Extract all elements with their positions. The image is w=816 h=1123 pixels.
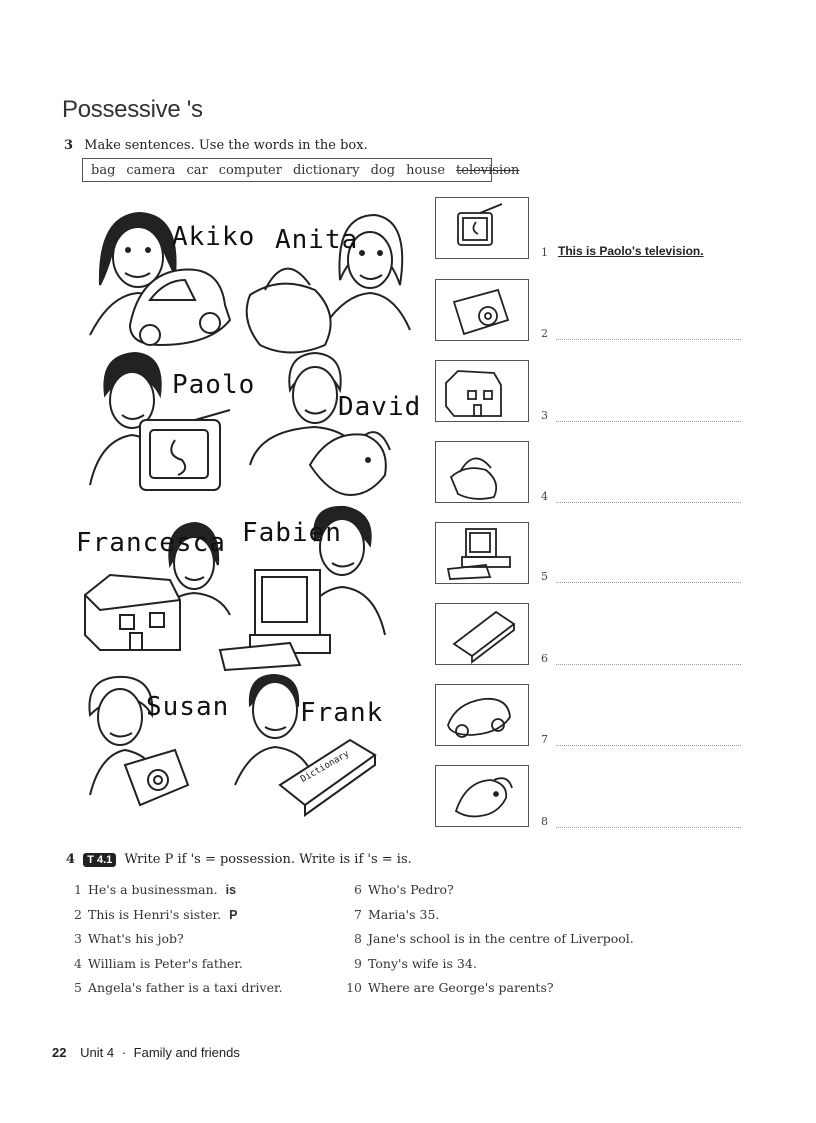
answer-line-8[interactable]	[556, 826, 741, 828]
word-television-struck: television	[456, 162, 520, 178]
name-anita: Anita	[275, 225, 359, 255]
question-number-3: 3	[541, 409, 548, 422]
camera-icon	[436, 280, 528, 340]
camera-illustration	[125, 750, 188, 805]
exercise-instruction: Write P if 's = possession. Write is if 's = is.	[124, 852, 412, 867]
answer-line-2[interactable]	[556, 338, 741, 340]
question-number-1: 1	[541, 246, 548, 259]
list-item: 2 This is Henri's sister. P	[74, 906, 238, 922]
name-akiko: Akiko	[172, 222, 256, 252]
example-answer: This is Paolo's television.	[558, 244, 704, 258]
television-illustration	[140, 410, 230, 490]
question-number-5: 5	[541, 570, 548, 583]
dictionary-cover-label: Dictionary	[299, 749, 352, 785]
page-footer	[52, 1045, 240, 1060]
exercise-number: 3	[64, 138, 74, 153]
exercise-4-right-column	[344, 878, 642, 1001]
bag-icon	[436, 442, 528, 502]
section-title: Possessive 's	[62, 96, 203, 123]
unit-topic: Family and friends	[133, 1045, 240, 1060]
list-item: 10 Where are George's parents?	[346, 980, 554, 995]
answer-line-4[interactable]	[556, 501, 741, 503]
answer-line-7[interactable]	[556, 744, 741, 746]
word-dictionary: dictionary	[292, 162, 360, 178]
question-number-8: 8	[541, 815, 548, 828]
exercise-instruction: Make sentences. Use the words in the box.	[84, 138, 368, 153]
name-frank: Frank	[300, 698, 384, 728]
list-item: 3 What's his job?	[74, 931, 184, 946]
list-item: 7 Maria's 35.	[354, 906, 440, 922]
dog-illustration	[310, 432, 390, 495]
answer-line-3[interactable]	[556, 420, 741, 422]
list-item: 8 Jane's school is in the centre of Liverpool.	[354, 931, 634, 946]
computer-illustration	[220, 570, 330, 670]
question-number-7: 7	[541, 733, 548, 746]
house-illustration	[85, 575, 180, 650]
name-fabien: Fabien	[242, 518, 342, 548]
thumb-camera	[435, 279, 529, 341]
unit-label: Unit 4	[80, 1045, 115, 1060]
name-david: David	[338, 392, 422, 422]
question-number-2: 2	[541, 327, 548, 340]
answer-line-5[interactable]	[556, 581, 741, 583]
thumb-bag	[435, 441, 529, 503]
word-box	[82, 158, 520, 182]
list-item: 5 Angela's father is a taxi driver.	[74, 980, 283, 995]
word-dog: dog	[370, 162, 396, 178]
thumb-television	[435, 197, 529, 259]
house-icon	[436, 361, 528, 421]
bag-illustration	[247, 269, 331, 353]
word-computer: computer	[218, 162, 282, 178]
name-paolo: Paolo	[172, 370, 256, 400]
thumb-car	[435, 684, 529, 746]
word-camera: camera	[126, 162, 176, 178]
dog-icon	[436, 766, 528, 826]
thumb-dog	[435, 765, 529, 827]
car-icon	[436, 685, 528, 745]
people-illustration	[70, 195, 420, 825]
frank-figure	[235, 675, 310, 785]
list-item: 4 William is Peter's father.	[74, 955, 243, 971]
exercise-4-left-column	[64, 878, 291, 1001]
question-number-6: 6	[541, 652, 548, 665]
page-number: 22	[52, 1045, 67, 1060]
footer-separator: ·	[121, 1045, 127, 1060]
audio-track-badge: T 4.1	[83, 853, 116, 867]
dictionary-illustration	[280, 740, 375, 815]
exercise-number: 4	[66, 852, 76, 867]
word-house: house	[406, 162, 446, 178]
name-susan: Susan	[146, 692, 230, 722]
television-icon	[436, 198, 528, 258]
list-item: 6 Who's Pedro?	[354, 882, 454, 897]
answer-text: is	[225, 883, 237, 897]
dictionary-icon	[436, 604, 528, 664]
name-francesca: Francesca	[76, 528, 226, 558]
list-item: 1 He's a businessman. is	[74, 882, 237, 897]
exercise-3-heading	[64, 134, 368, 153]
list-item: 9 Tony's wife is 34.	[354, 955, 477, 971]
word-car: car	[186, 162, 208, 178]
thumb-house	[435, 360, 529, 422]
computer-icon	[436, 523, 528, 583]
answer-line-6[interactable]	[556, 663, 741, 665]
thumb-dictionary	[435, 603, 529, 665]
exercise-4-heading	[66, 852, 412, 867]
answer-text: P	[229, 907, 238, 922]
thumb-computer	[435, 522, 529, 584]
question-number-4: 4	[541, 490, 548, 503]
word-bag: bag	[91, 162, 116, 178]
